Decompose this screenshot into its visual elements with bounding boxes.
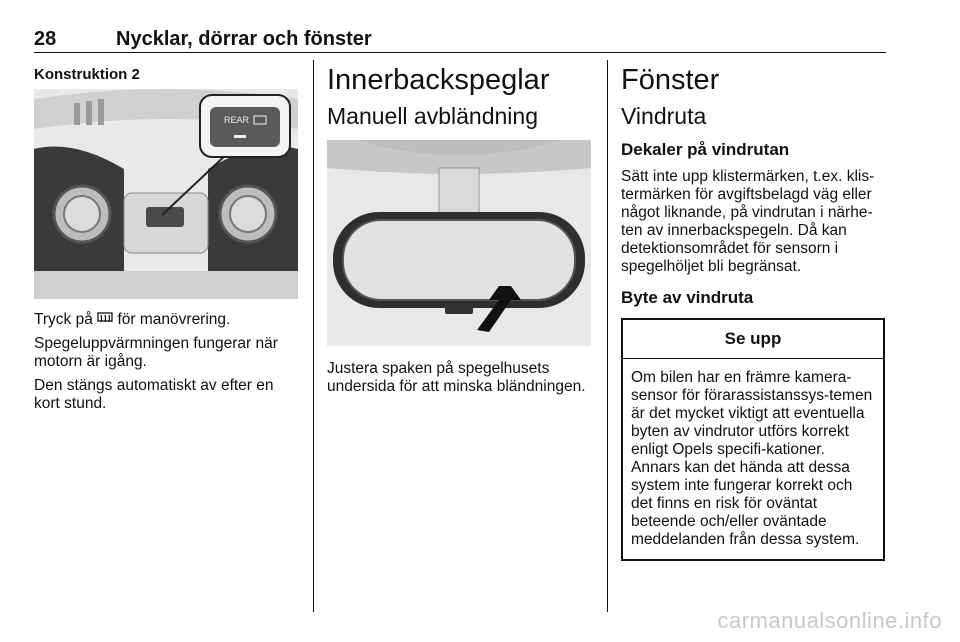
subsection-windscreen: Vindruta [621,103,707,129]
caution-title: Se upp [623,320,883,359]
section-title-windows: Fönster [621,64,720,96]
heading-windscreen-stickers: Dekaler på vindrutan [621,140,790,159]
heading-windscreen-replacement: Byte av vindruta [621,288,754,307]
stickers-paragraph: Sätt inte upp klistermärken, t.ex. klis-termärken för avgiftsbelagd väg eller något liknande, på vindrutan i närhe-ten av innerbackspegeln. Då kan detektionsområdet för sensorn i spegelhöljet bli begränsat. [621,168,875,275]
column-2 [327,60,595,402]
section-title-interior-mirrors: Innerbackspeglar [327,64,550,96]
chapter-title: Nycklar, dörrar och fönster [116,28,372,50]
rear-window-heating-icon [97,312,113,326]
page-number: 28 [34,28,57,50]
auto-off-paragraph: Den stängs automatiskt av efter en kort stund. [34,377,274,412]
dimming-instruction: Justera spaken på spegelhusets undersida för att minska bländningen. [327,360,586,395]
column-divider [607,60,608,612]
page-header [34,24,886,53]
caution-text: Om bilen har en främre kamera-sensor för förarassistanssys-temen är det mycket viktigt att eventuella byten av vindrutor utförs korrekt enligt Opels specifi-kationer. Annars kan det hända att dessa system inte fungerar korrekt och det finns en risk för oväntat beteende och/eller oväntade meddelanden från dessa system. [631,369,873,548]
caution-box [621,318,885,561]
column-1 [34,60,300,419]
svg-text:REAR: REAR [224,115,250,125]
column-divider [313,60,314,612]
column-3 [621,60,887,561]
rear-heater-button-illustration [34,89,298,299]
rearview-mirror-illustration [327,140,591,346]
subheading-construction: Konstruktion 2 [34,66,140,83]
instruction-paragraph: Tryck på för manövrering. [34,311,231,328]
subsection-manual-dimming: Manuell avbländning [327,103,538,129]
mirror-heating-paragraph: Spegeluppvärmningen fungerar när motorn är igång. [34,335,278,370]
watermark: carmanualsonline.info [717,608,942,633]
